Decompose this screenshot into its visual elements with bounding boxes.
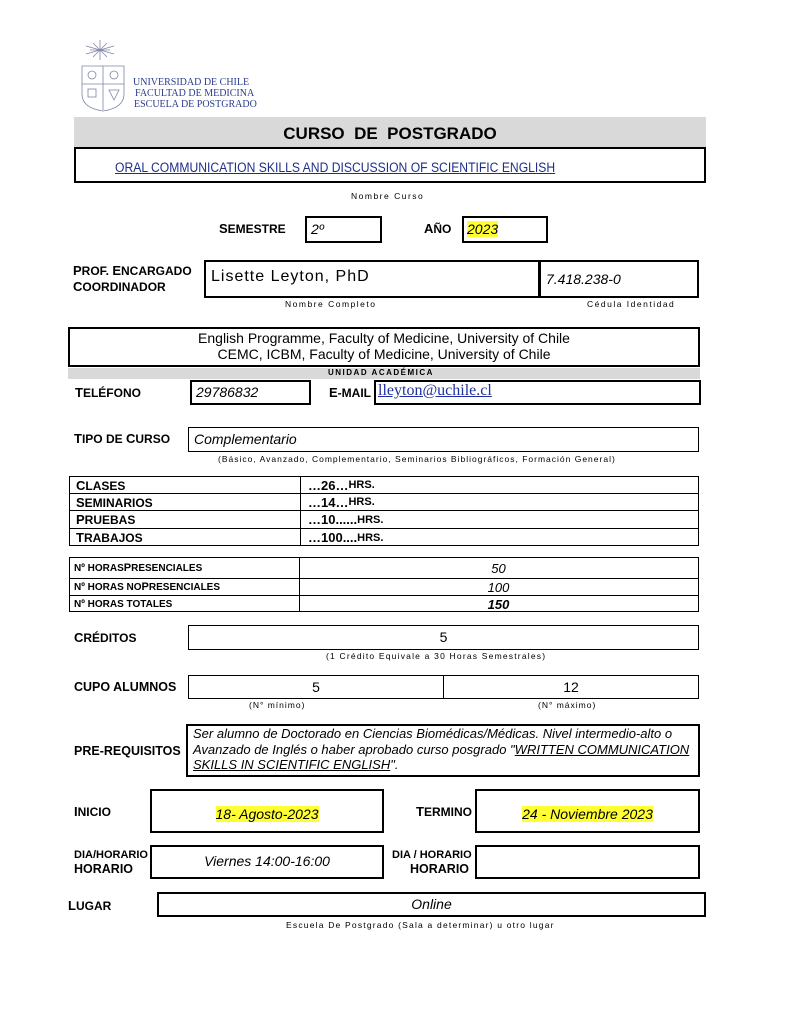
credits-label: CRÉDITOS xyxy=(74,630,137,645)
schedule2-field[interactable] xyxy=(475,845,700,879)
year-value: 2023 xyxy=(467,221,499,237)
schedule2-label-line2: HORARIO xyxy=(410,862,470,876)
professor-id-caption: Cédula Identidad xyxy=(587,299,676,309)
academic-unit-line2: CEMC, ICBM, Faculty of Medicine, University of Chile xyxy=(217,346,551,362)
university-name: UNIVERSIDAD DE CHILE xyxy=(133,77,250,88)
capacity-min-caption: (N° mínimo) xyxy=(249,700,306,710)
professor-label: PROF. ENCARGADO xyxy=(73,263,192,278)
capacity-max-value: 12 xyxy=(563,679,579,695)
course-type-value: Complementario xyxy=(194,431,297,447)
academic-unit-line1: English Programme, Faculty of Medicine, University of Chile xyxy=(198,330,570,346)
hours-non-presential-row: Nº HORAS NO P RESENCIALES 100 xyxy=(70,579,698,596)
schedule-value: Viernes 14:00-16:00 xyxy=(204,853,330,869)
hours-breakdown-table xyxy=(69,476,699,546)
capacity-label: CUPO ALUMNOS xyxy=(74,680,177,694)
coordinator-label: COORDINADOR xyxy=(73,279,166,294)
hours-row-seminarios: S EMINARIOS …14… HRS. xyxy=(70,494,698,511)
phone-label: TELÉFONO xyxy=(75,385,141,400)
hours-row-pruebas: P RUEBAS …10...... HRS. xyxy=(70,511,698,529)
start-date-label: INICIO xyxy=(74,804,111,819)
hours-row-clases: C LASES …26… HRS. xyxy=(70,477,698,494)
hours-row-trabajos: T RABAJOS …100.... HRS. xyxy=(76,530,384,545)
hours-total-row: Nº HORAS TOTALES 150 xyxy=(74,596,510,612)
credits-value: 5 xyxy=(439,629,448,645)
end-date-value: 24 - Noviembre 2023 xyxy=(522,806,653,822)
credits-caption: (1 Crédito Equivale a 30 Horas Semestrales) xyxy=(326,651,547,661)
prerequisites-label: PRE-REQUISITOS xyxy=(74,744,181,758)
phone-value: 29786832 xyxy=(196,384,259,400)
email-label: E-MAIL xyxy=(329,385,371,400)
course-type-label: TIPO DE CURSO xyxy=(74,431,171,446)
start-date-value: 18- Agosto-2023 xyxy=(215,806,319,822)
faculty-name: FACULTAD DE MEDICINA xyxy=(135,88,255,99)
start-date-value-wrap xyxy=(150,806,384,822)
capacity-min-value: 5 xyxy=(312,679,320,695)
course-name: ORAL COMMUNICATION SKILLS AND DISCUSSION OF SCIENTIFIC ENGLISH xyxy=(115,160,556,175)
semester-label: SEMESTRE xyxy=(219,221,286,236)
form-title: CURSO DE POSTGRADO xyxy=(283,124,497,143)
end-date-value-wrap xyxy=(475,806,700,822)
location-label: LUGAR xyxy=(68,898,112,913)
schedule-label-line1: DIA/HORARIO xyxy=(74,849,148,861)
location-caption: Escuela De Postgrado (Sala a determinar) u otro lugar xyxy=(286,920,555,930)
course-type-caption: (Básico, Avanzado, Complementario, Seminarios Bibliográficos, Formación General) xyxy=(218,454,616,464)
schedule-label-line2: HORARIO xyxy=(74,862,134,876)
hours-presential-row: Nº HORAS P RESENCIALES 50 xyxy=(70,558,698,579)
professor-name: Lisette Leyton, PhD xyxy=(211,268,370,285)
semester-value: 2º xyxy=(311,221,324,237)
academic-unit-caption: UNIDAD ACADÉMICA xyxy=(328,368,434,377)
capacity-max-caption: (N° máximo) xyxy=(538,700,597,710)
year-label: AÑO xyxy=(424,221,452,236)
schedule2-label-line1: DIA / HORARIO xyxy=(392,849,472,861)
location-value: Online xyxy=(411,896,452,912)
professor-id-number: 7.418.238-0 xyxy=(546,271,621,287)
email-link[interactable]: lleyton@uchile.cl xyxy=(378,382,492,399)
school-name: ESCUELA DE POSTGRADO xyxy=(134,99,257,110)
hours-totals-table xyxy=(69,557,699,612)
prerequisites-text: Ser alumno de Doctorado en Ciencias Biomédicas/Médicas. Nivel intermedio-alto o Avanzado de Inglés o haber aprobado curso posgrado "WRITTEN COMMUNICATION SKILLS IN SCIENTIFIC ENGLISH". xyxy=(193,726,690,772)
professor-name-caption: Nombre Completo xyxy=(285,299,377,309)
end-date-label: TERMINO xyxy=(416,804,472,819)
university-crest-logo xyxy=(80,38,126,112)
course-name-caption: Nombre Curso xyxy=(351,191,425,201)
